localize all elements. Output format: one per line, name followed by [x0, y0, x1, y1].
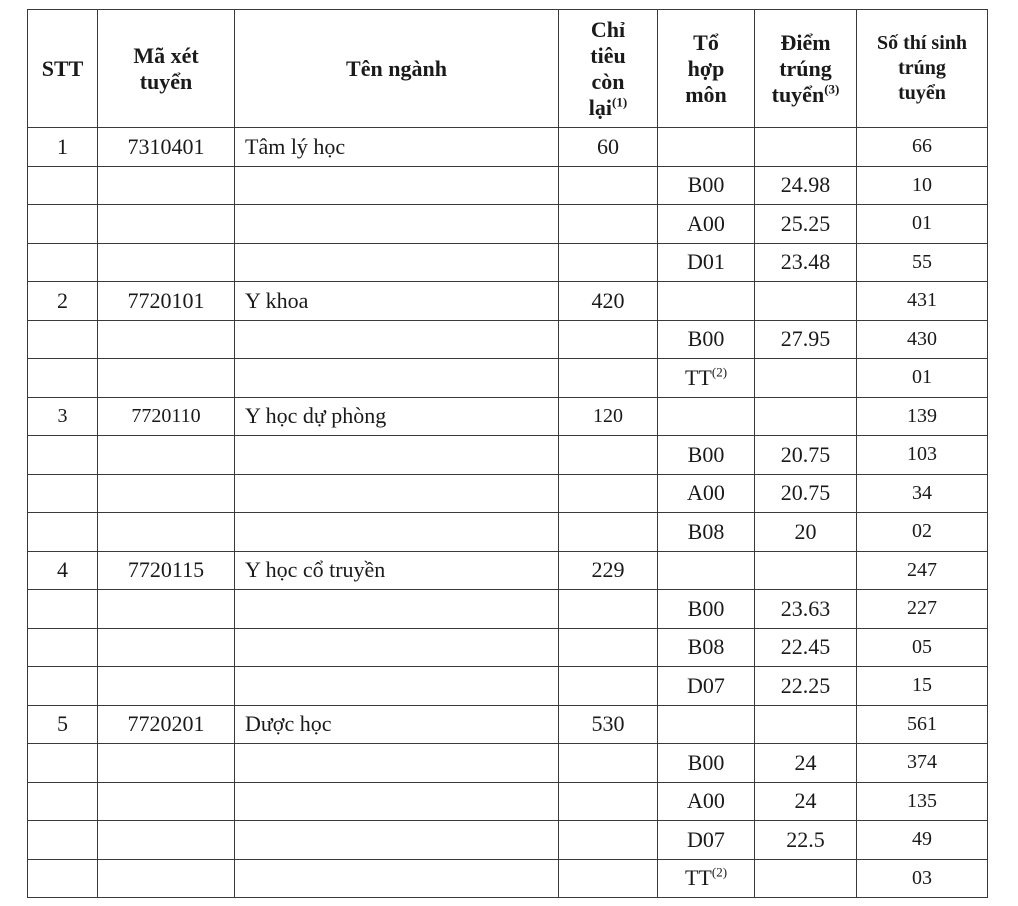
so-thi-sinh-cell: 561 — [857, 705, 988, 744]
to-hop-mon-cell — [658, 128, 755, 167]
stt-cell — [28, 205, 98, 244]
ma-xet-tuyen-cell: 7720201 — [98, 705, 235, 744]
diem-trung-tuyen-cell: 27.95 — [755, 320, 857, 359]
so-thi-sinh-cell: 05 — [857, 628, 988, 667]
ten-nganh-cell — [235, 782, 559, 821]
ma-xet-tuyen-cell: 7310401 — [98, 128, 235, 167]
table-row — [28, 590, 988, 629]
ma-xet-tuyen-cell: 7720110 — [98, 397, 235, 436]
stt-cell — [28, 436, 98, 475]
so-thi-sinh-cell: 49 — [857, 821, 988, 860]
table-row — [28, 667, 988, 706]
stt-cell: 1 — [28, 128, 98, 167]
ma-xet-tuyen-cell — [98, 166, 235, 205]
so-thi-sinh-cell: 55 — [857, 243, 988, 282]
diem-trung-tuyen-cell — [755, 359, 857, 398]
so-thi-sinh-cell: 01 — [857, 359, 988, 398]
ten-nganh-cell — [235, 667, 559, 706]
table-row — [28, 474, 988, 513]
table-row — [28, 205, 988, 244]
header-so-thi-sinh: Số thí sinh trúng tuyển — [857, 10, 988, 128]
table-row — [28, 128, 988, 167]
table-row — [28, 859, 988, 898]
chi-tieu-cell — [559, 628, 658, 667]
so-thi-sinh-cell: 03 — [857, 859, 988, 898]
to-hop-mon-cell: D01 — [658, 243, 755, 282]
stt-cell: 4 — [28, 551, 98, 590]
table-row — [28, 513, 988, 552]
chi-tieu-cell — [559, 782, 658, 821]
ten-nganh-cell — [235, 590, 559, 629]
table-row — [28, 243, 988, 282]
to-hop-mon-cell: D07 — [658, 667, 755, 706]
table-row — [28, 359, 988, 398]
table-row — [28, 782, 988, 821]
so-thi-sinh-cell: 135 — [857, 782, 988, 821]
to-hop-mon-cell: B00 — [658, 436, 755, 475]
so-thi-sinh-cell: 139 — [857, 397, 988, 436]
to-hop-mon-cell: B00 — [658, 166, 755, 205]
chi-tieu-cell — [559, 513, 658, 552]
chi-tieu-cell: 420 — [559, 282, 658, 321]
stt-cell — [28, 782, 98, 821]
ten-nganh-cell: Y khoa — [235, 282, 559, 321]
so-thi-sinh-cell: 430 — [857, 320, 988, 359]
stt-cell — [28, 359, 98, 398]
chi-tieu-cell — [559, 359, 658, 398]
to-hop-mon-cell: D07 — [658, 821, 755, 860]
ten-nganh-cell — [235, 744, 559, 783]
ma-xet-tuyen-cell — [98, 821, 235, 860]
stt-cell — [28, 628, 98, 667]
chi-tieu-cell: 530 — [559, 705, 658, 744]
table-row — [28, 397, 988, 436]
to-hop-mon-cell: B08 — [658, 513, 755, 552]
so-thi-sinh-cell: 103 — [857, 436, 988, 475]
table-row — [28, 821, 988, 860]
table-row — [28, 628, 988, 667]
to-hop-mon-cell: B00 — [658, 320, 755, 359]
so-thi-sinh-cell: 66 — [857, 128, 988, 167]
chi-tieu-cell: 60 — [559, 128, 658, 167]
header-stt: STT — [28, 10, 98, 128]
diem-trung-tuyen-cell: 24 — [755, 744, 857, 783]
to-hop-mon-cell — [658, 397, 755, 436]
chi-tieu-cell — [559, 590, 658, 629]
ten-nganh-cell — [235, 436, 559, 475]
ma-xet-tuyen-cell — [98, 205, 235, 244]
chi-tieu-cell — [559, 474, 658, 513]
ten-nganh-cell — [235, 320, 559, 359]
ten-nganh-cell — [235, 628, 559, 667]
stt-cell — [28, 821, 98, 860]
chi-tieu-cell — [559, 436, 658, 475]
diem-trung-tuyen-cell — [755, 705, 857, 744]
ma-xet-tuyen-cell — [98, 667, 235, 706]
so-thi-sinh-cell: 15 — [857, 667, 988, 706]
ten-nganh-cell — [235, 859, 559, 898]
ma-xet-tuyen-cell — [98, 320, 235, 359]
table-row — [28, 166, 988, 205]
stt-cell — [28, 166, 98, 205]
so-thi-sinh-cell: 01 — [857, 205, 988, 244]
to-hop-mon-cell: A00 — [658, 474, 755, 513]
table-row — [28, 744, 988, 783]
stt-cell — [28, 744, 98, 783]
ma-xet-tuyen-cell — [98, 513, 235, 552]
table-row — [28, 551, 988, 590]
header-row — [28, 10, 988, 128]
ma-xet-tuyen-cell — [98, 590, 235, 629]
stt-cell — [28, 667, 98, 706]
chi-tieu-cell — [559, 821, 658, 860]
to-hop-mon-cell — [658, 551, 755, 590]
table-row — [28, 436, 988, 475]
to-hop-mon-cell — [658, 282, 755, 321]
ma-xet-tuyen-cell — [98, 474, 235, 513]
header-to-hop-mon: Tổ hợp môn — [658, 10, 755, 128]
ma-xet-tuyen-cell: 7720115 — [98, 551, 235, 590]
stt-cell — [28, 474, 98, 513]
diem-trung-tuyen-cell: 22.25 — [755, 667, 857, 706]
so-thi-sinh-cell: 374 — [857, 744, 988, 783]
to-hop-mon-cell: TT$^{(2)}$ — [658, 359, 755, 398]
stt-cell — [28, 590, 98, 629]
stt-cell — [28, 243, 98, 282]
table-row — [28, 282, 988, 321]
admission-table — [27, 9, 988, 898]
ten-nganh-cell — [235, 474, 559, 513]
diem-trung-tuyen-cell: 20.75 — [755, 474, 857, 513]
stt-cell — [28, 320, 98, 359]
ma-xet-tuyen-cell — [98, 859, 235, 898]
chi-tieu-cell — [559, 166, 658, 205]
table-row — [28, 705, 988, 744]
to-hop-mon-cell: B00 — [658, 590, 755, 629]
chi-tieu-cell — [559, 859, 658, 898]
ten-nganh-cell: Y học cổ truyền — [235, 551, 559, 590]
diem-trung-tuyen-cell: 22.5 — [755, 821, 857, 860]
diem-trung-tuyen-cell: 20.75 — [755, 436, 857, 475]
ten-nganh-cell — [235, 205, 559, 244]
to-hop-mon-cell — [658, 705, 755, 744]
chi-tieu-cell: 229 — [559, 551, 658, 590]
stt-cell: 5 — [28, 705, 98, 744]
diem-trung-tuyen-cell — [755, 397, 857, 436]
chi-tieu-cell — [559, 243, 658, 282]
ten-nganh-cell — [235, 821, 559, 860]
ten-nganh-cell: Y học dự phòng — [235, 397, 559, 436]
table-row — [28, 320, 988, 359]
diem-trung-tuyen-cell: 22.45 — [755, 628, 857, 667]
diem-trung-tuyen-cell: 25.25 — [755, 205, 857, 244]
so-thi-sinh-cell: 34 — [857, 474, 988, 513]
to-hop-mon-cell: TT$^{(2)}$ — [658, 859, 755, 898]
so-thi-sinh-cell: 247 — [857, 551, 988, 590]
so-thi-sinh-cell: 431 — [857, 282, 988, 321]
to-hop-mon-cell: B00 — [658, 744, 755, 783]
diem-trung-tuyen-cell — [755, 282, 857, 321]
chi-tieu-cell — [559, 744, 658, 783]
ma-xet-tuyen-cell — [98, 782, 235, 821]
ma-xet-tuyen-cell — [98, 628, 235, 667]
ma-xet-tuyen-cell: 7720101 — [98, 282, 235, 321]
ten-nganh-cell — [235, 359, 559, 398]
to-hop-mon-cell: A00 — [658, 782, 755, 821]
ma-xet-tuyen-cell — [98, 744, 235, 783]
chi-tieu-cell — [559, 205, 658, 244]
chi-tieu-cell — [559, 320, 658, 359]
diem-trung-tuyen-cell — [755, 859, 857, 898]
header-chi-tieu: Chỉ tiêu còn lại$^{(1)}$ — [559, 10, 658, 128]
to-hop-mon-cell: B08 — [658, 628, 755, 667]
table-body — [28, 128, 988, 898]
stt-cell — [28, 513, 98, 552]
ten-nganh-cell — [235, 243, 559, 282]
diem-trung-tuyen-cell: 24.98 — [755, 166, 857, 205]
header-ma-xet-tuyen: Mã xét tuyển — [98, 10, 235, 128]
stt-cell: 3 — [28, 397, 98, 436]
ma-xet-tuyen-cell — [98, 436, 235, 475]
so-thi-sinh-cell: 02 — [857, 513, 988, 552]
ten-nganh-cell: Tâm lý học — [235, 128, 559, 167]
stt-cell: 2 — [28, 282, 98, 321]
ma-xet-tuyen-cell — [98, 243, 235, 282]
so-thi-sinh-cell: 10 — [857, 166, 988, 205]
stt-cell — [28, 859, 98, 898]
ten-nganh-cell: Dược học — [235, 705, 559, 744]
chi-tieu-cell — [559, 667, 658, 706]
diem-trung-tuyen-cell: 20 — [755, 513, 857, 552]
header-ten-nganh: Tên ngành — [235, 10, 559, 128]
ten-nganh-cell — [235, 166, 559, 205]
diem-trung-tuyen-cell: 23.63 — [755, 590, 857, 629]
diem-trung-tuyen-cell: 23.48 — [755, 243, 857, 282]
ma-xet-tuyen-cell — [98, 359, 235, 398]
so-thi-sinh-cell: 227 — [857, 590, 988, 629]
ten-nganh-cell — [235, 513, 559, 552]
diem-trung-tuyen-cell: 24 — [755, 782, 857, 821]
diem-trung-tuyen-cell — [755, 551, 857, 590]
diem-trung-tuyen-cell — [755, 128, 857, 167]
chi-tieu-cell: 120 — [559, 397, 658, 436]
header-diem-trung-tuyen: Điểm trúng tuyển$^{(3)}$ — [755, 10, 857, 128]
to-hop-mon-cell: A00 — [658, 205, 755, 244]
